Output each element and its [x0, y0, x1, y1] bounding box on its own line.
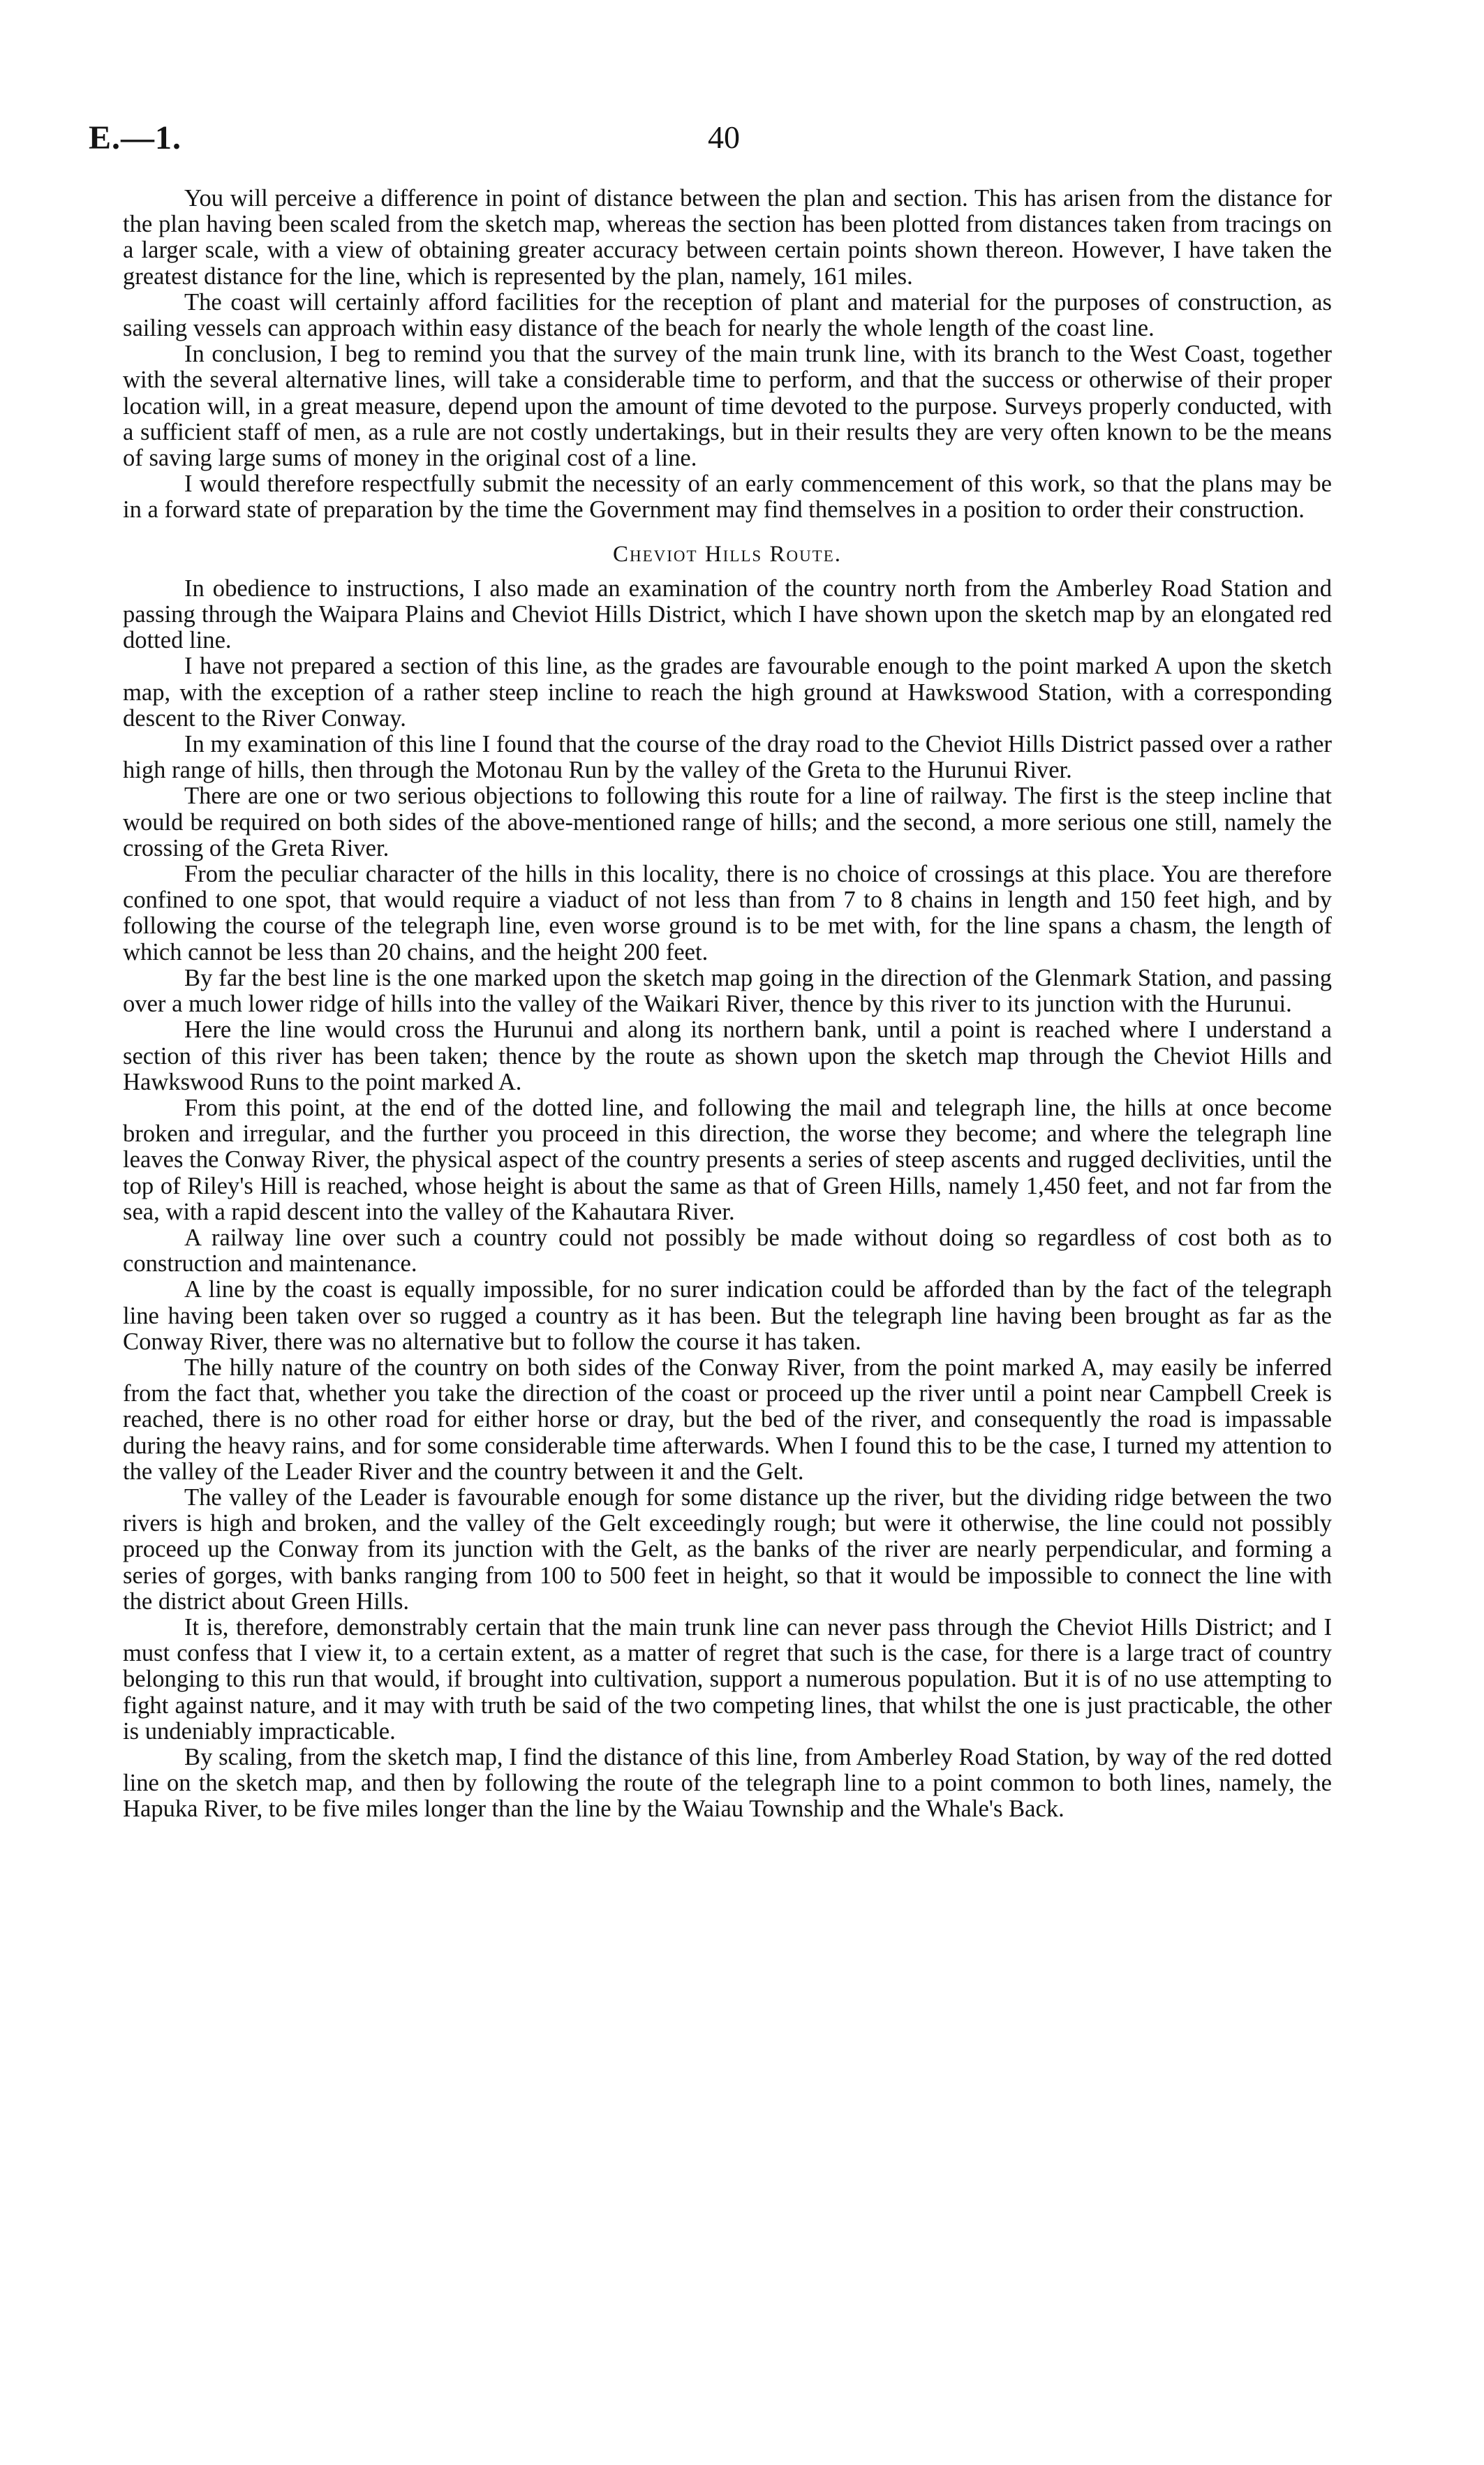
paragraph: The hilly nature of the country on both sides of the Conway River, from the point marked A, may easily be inferred from the fact that, whether you take the direction of the coast or proceed up the river until a point near Campbell Creek is reached, there is no other road for either horse or dray, but the bed of the river, and consequently the road is impassable during the heavy rains, and for some considerable time afterwards. When I found this to be the case, I turned my attention to the valley of the Leader River and the country between it and the Gelt. — [123, 1354, 1332, 1485]
page-body — [123, 186, 1332, 1823]
paragraph: By scaling, from the sketch map, I find the distance of this line, from Amberley Road Station, by way of the red dotted line on the sketch map, and then by following the route of the telegraph line to a point common to both lines, namely, the Hapuka River, to be five miles longer than the line by the Waiau Township and the Whale's Back. — [123, 1743, 1332, 1823]
paragraph: In obedience to instructions, I also made an examination of the country north from the Amberley Road Station and passing through the Waipara Plains and Cheviot Hills District, which I have shown upon the sketch map by an elongated red dotted line. — [123, 575, 1332, 654]
paragraph: In my examination of this line I found that the course of the dray road to the Cheviot Hills District passed over a rather high range of hills, then through the Motonau Run by the valley of the Greta to the Hurunui River. — [123, 731, 1332, 784]
paragraph: A railway line over such a country could not possibly be made without doing so regardless of cost both as to construction and maintenance. — [123, 1224, 1332, 1278]
paragraph: It is, therefore, demonstrably certain that the main trunk line can never pass through the Cheviot Hills District; and I must confess that I view it, to a certain extent, as a matter of regret that such is the case, for there is a large tract of country belonging to this run that would, if brought into cultivation, support a numerous population. But it is of no use attempting to fight against nature, and it may with truth be said of the two competing lines, that whilst the one is just practicable, the other is undeniably impracticable. — [123, 1613, 1332, 1745]
paragraph: From this point, at the end of the dotted line, and following the mail and telegraph line, the hills at once become broken and irregular, and the further you proceed in this direction, the worse they become; and where the telegraph line leaves the Conway River, the physical aspect of the country presents a series of steep ascents and rugged declivities, until the top of Riley's Hill is reached, whose height is about the same as that of Green Hills, namely 1,450 feet, and not far from the sea, with a rapid descent into the valley of the Kahautara River. — [123, 1094, 1332, 1225]
document-reference: E.—1. — [89, 119, 182, 156]
paragraph: You will perceive a difference in point of distance between the plan and section. This has arisen from the distance for the plan having been scaled from the sketch map, whereas the section has been plotted from distances taken from tracings on a larger scale, with a view of obtaining greater accuracy between certain points shown thereon. However, I have taken the greatest distance for the line, which is represented by the plan, namely, 161 miles. — [123, 185, 1332, 290]
paragraph: The valley of the Leader is favourable enough for some distance up the river, but the dividing ridge between the two rivers is high and broken, and the valley of the Gelt exceedingly rough; but were it otherwise, the line could not possibly proceed up the Conway from its junction with the Gelt, as the banks of the river are nearly perpendicular, and forming a series of gorges, with banks ranging from 100 to 500 feet in height, so that it would be impossible to connect the line with the district about Green Hills. — [123, 1483, 1332, 1615]
paragraph: The coast will certainly afford facilities for the reception of plant and material for the purposes of construction, as sailing vessels can approach within easy distance of the beach for nearly the whole length of the coast line. — [123, 288, 1332, 342]
paragraph: A line by the coast is equally impossible, for no surer indication could be afforded than by the fact of the telegraph line having been taken over so rugged a country as it has been. But the telegraph line having been brought as far as the Conway River, there was no alternative but to follow the course it has taken. — [123, 1276, 1332, 1355]
page-header — [89, 119, 1359, 161]
page-number: 40 — [708, 119, 740, 155]
paragraph: I would therefore respectfully submit the necessity of an early commencement of this work, so that the plans may be in a forward state of preparation by the time the Government may find themselves in a position to order their construction. — [123, 471, 1332, 524]
section-heading: Cheviot Hills Route. — [612, 541, 843, 567]
paragraph: I have not prepared a section of this line, as the grades are favourable enough to the point marked A upon the sketch map, with the exception of a rather steep incline to reach the high ground at Hawkswood Station, with a corresponding descent to the River Conway. — [123, 653, 1332, 732]
paragraph: In conclusion, I beg to remind you that the survey of the main trunk line, with its branch to the West Coast, together with the several alternative lines, will take a considerable time to perform, and that the success or otherwise of their proper location will, in a great measure, depend upon the amount of time devoted to the purpose. Surveys properly conducted, with a sufficient staff of men, as a rule are not costly undertakings, but in their results they are very often known to be the means of saving large sums of money in the original cost of a line. — [123, 341, 1332, 472]
paragraph: There are one or two serious objections to following this route for a line of railway. The first is the steep incline that would be required on both sides of the above-mentioned range of hills; and the second, a more serious one still, namely the crossing of the Greta River. — [123, 783, 1332, 861]
paragraph: By far the best line is the one marked upon the sketch map going in the direction of the Glenmark Station, and passing over a much lower ridge of hills into the valley of the Waikari River, thence by this river to its junction with the Hurunui. — [123, 964, 1332, 1018]
paragraph: From the peculiar character of the hills in this locality, there is no choice of crossings at this place. You are therefore confined to one spot, that would require a viaduct of not less than from 7 to 8 chains in length and 150 feet high, and by following the course of the telegraph line, even worse ground is to be met with, for the line spans a chasm, the length of which cannot be less than 20 chains, and the height 200 feet. — [123, 861, 1332, 965]
paragraph: Here the line would cross the Hurunui and along its northern bank, until a point is reached where I understand a section of this river has been taken; thence by the route as shown upon the sketch map through the Cheviot Hills and Hawkswood Runs to the point marked A. — [123, 1016, 1332, 1095]
